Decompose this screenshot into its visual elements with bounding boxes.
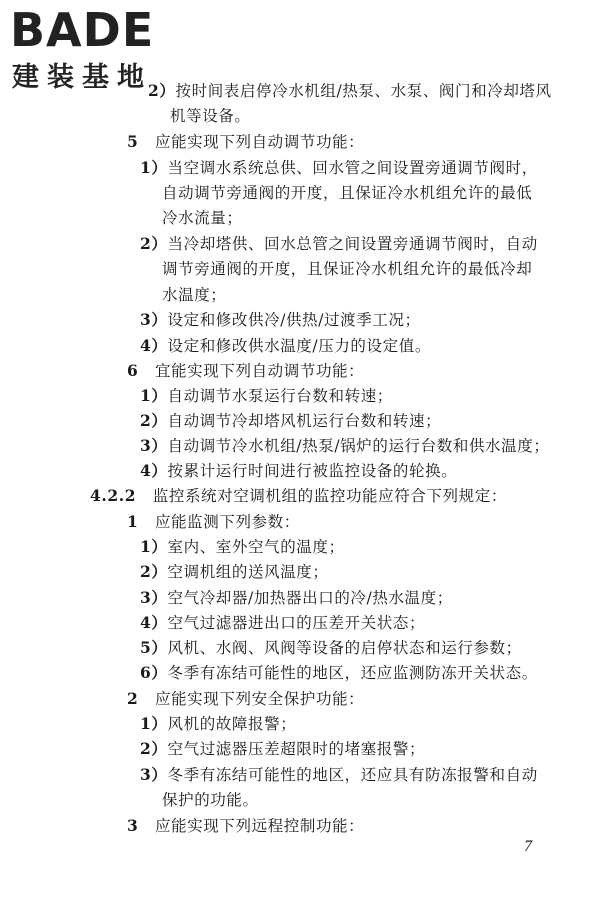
item-text: 空气过滤器进出口的压差开关状态； <box>167 614 426 632</box>
list-item <box>140 233 538 255</box>
item-text: 机等设备。 <box>170 107 251 125</box>
list-item <box>140 460 457 482</box>
list-item <box>140 764 538 786</box>
item-text: 调节旁通阀的开度，且保证冷水机组允许的最低冷却 <box>162 260 533 278</box>
item-number: 3） <box>140 436 168 455</box>
item-number: 1 <box>127 512 139 531</box>
list-item <box>127 131 364 153</box>
list-item <box>140 435 549 457</box>
item-text: 风机的故障报警； <box>167 715 297 733</box>
item-text: 自动调节冷水机组/热泵/锅炉的运行台数和供水温度； <box>167 437 550 455</box>
item-number: 1） <box>140 714 168 733</box>
item-number: 5 <box>127 132 139 151</box>
list-item <box>140 587 453 609</box>
list-item <box>140 662 538 684</box>
item-text: 当冷却塔供、回水总管之间设置旁通调节阀时，自动 <box>167 235 538 253</box>
bade-logo-mark <box>8 2 183 92</box>
item-text: 按时间表启停冷水机组/热泵、水泵、阀门和冷却塔风 <box>175 82 552 100</box>
item-number: 1） <box>140 386 168 405</box>
logo-subtitle: 建装基地 <box>12 62 152 92</box>
item-text: 自动调节旁通阀的开度，且保证冷水机组允许的最低 <box>162 184 533 202</box>
item-number: 2 <box>127 689 139 708</box>
item-text: 自动调节水泵运行台数和转速； <box>167 387 393 405</box>
item-number: 3） <box>140 765 168 784</box>
list-item <box>140 385 393 407</box>
item-number: 1） <box>140 537 168 556</box>
item-text: 自动调节冷却塔风机运行台数和转速； <box>167 412 442 430</box>
item-number: 4） <box>140 336 168 355</box>
item-text: 应能实现下列自动调节功能： <box>154 133 365 151</box>
item-text: 空气过滤器压差超限时的堵塞报警； <box>167 740 426 758</box>
item-number: 3 <box>127 816 139 835</box>
list-item <box>140 637 522 659</box>
list-item <box>127 815 364 837</box>
item-text: 设定和修改供水温度/压力的设定值。 <box>167 337 431 355</box>
list-item <box>140 536 345 558</box>
list-item <box>127 688 364 710</box>
item-text: 水温度； <box>162 286 227 304</box>
list-item <box>162 284 226 306</box>
section-heading <box>90 485 507 507</box>
list-item <box>140 410 441 432</box>
page-number: 7 <box>524 838 532 855</box>
bade-logo <box>8 2 183 92</box>
item-number: 2） <box>140 739 168 758</box>
list-item <box>140 612 425 634</box>
list-item <box>140 157 538 179</box>
clause-number: 4.2.2 <box>90 486 137 505</box>
list-item <box>140 309 421 331</box>
item-text: 宜能实现下列自动调节功能： <box>154 362 365 380</box>
list-item <box>162 207 243 229</box>
item-number: 2） <box>148 81 176 100</box>
item-number: 6 <box>127 361 139 380</box>
item-number: 1） <box>140 158 168 177</box>
list-item <box>140 738 425 760</box>
list-item <box>140 713 296 735</box>
list-item <box>127 360 364 382</box>
item-text: 室内、室外空气的温度； <box>167 538 345 556</box>
item-text: 冬季有冻结可能性的地区，还应监测防冻开关状态。 <box>167 664 538 682</box>
item-text: 按累计运行时间进行被监控设备的轮换。 <box>167 462 458 480</box>
item-number: 4） <box>140 461 168 480</box>
logo-brand: BADE <box>10 3 155 57</box>
list-item <box>162 258 532 280</box>
list-item <box>140 335 431 357</box>
item-text: 当空调水系统总供、回水管之间设置旁通调节阀时， <box>167 159 538 177</box>
item-text: 空调机组的送风温度； <box>167 563 329 581</box>
list-item <box>162 789 259 811</box>
item-number: 2） <box>140 562 168 581</box>
item-text: 冬季有冻结可能性的地区，还应具有防冻报警和自动 <box>167 766 538 784</box>
item-number: 4） <box>140 613 168 632</box>
item-number: 6） <box>140 663 168 682</box>
item-text: 冷水流量； <box>162 209 243 227</box>
item-text: 风机、水阀、风阀等设备的启停状态和运行参数； <box>167 639 522 657</box>
item-text: 空气冷却器/加热器出口的冷/热水温度； <box>167 589 453 607</box>
item-text: 应能实现下列安全保护功能： <box>154 690 365 708</box>
clause-text: 监控系统对空调机组的监控功能应符合下列规定： <box>152 487 507 505</box>
item-number: 3） <box>140 310 168 329</box>
item-number: 2） <box>140 411 168 430</box>
list-item <box>140 561 329 583</box>
item-number: 3） <box>140 588 168 607</box>
list-item <box>148 80 552 102</box>
list-item <box>170 105 251 127</box>
item-text: 应能实现下列远程控制功能： <box>154 817 365 835</box>
list-item <box>162 182 532 204</box>
item-number: 2） <box>140 234 168 253</box>
item-text: 设定和修改供冷/供热/过渡季工况； <box>167 311 421 329</box>
item-text: 应能监测下列参数： <box>154 513 300 531</box>
item-number: 5） <box>140 638 168 657</box>
list-item <box>127 511 300 533</box>
item-text: 保护的功能。 <box>162 791 259 809</box>
